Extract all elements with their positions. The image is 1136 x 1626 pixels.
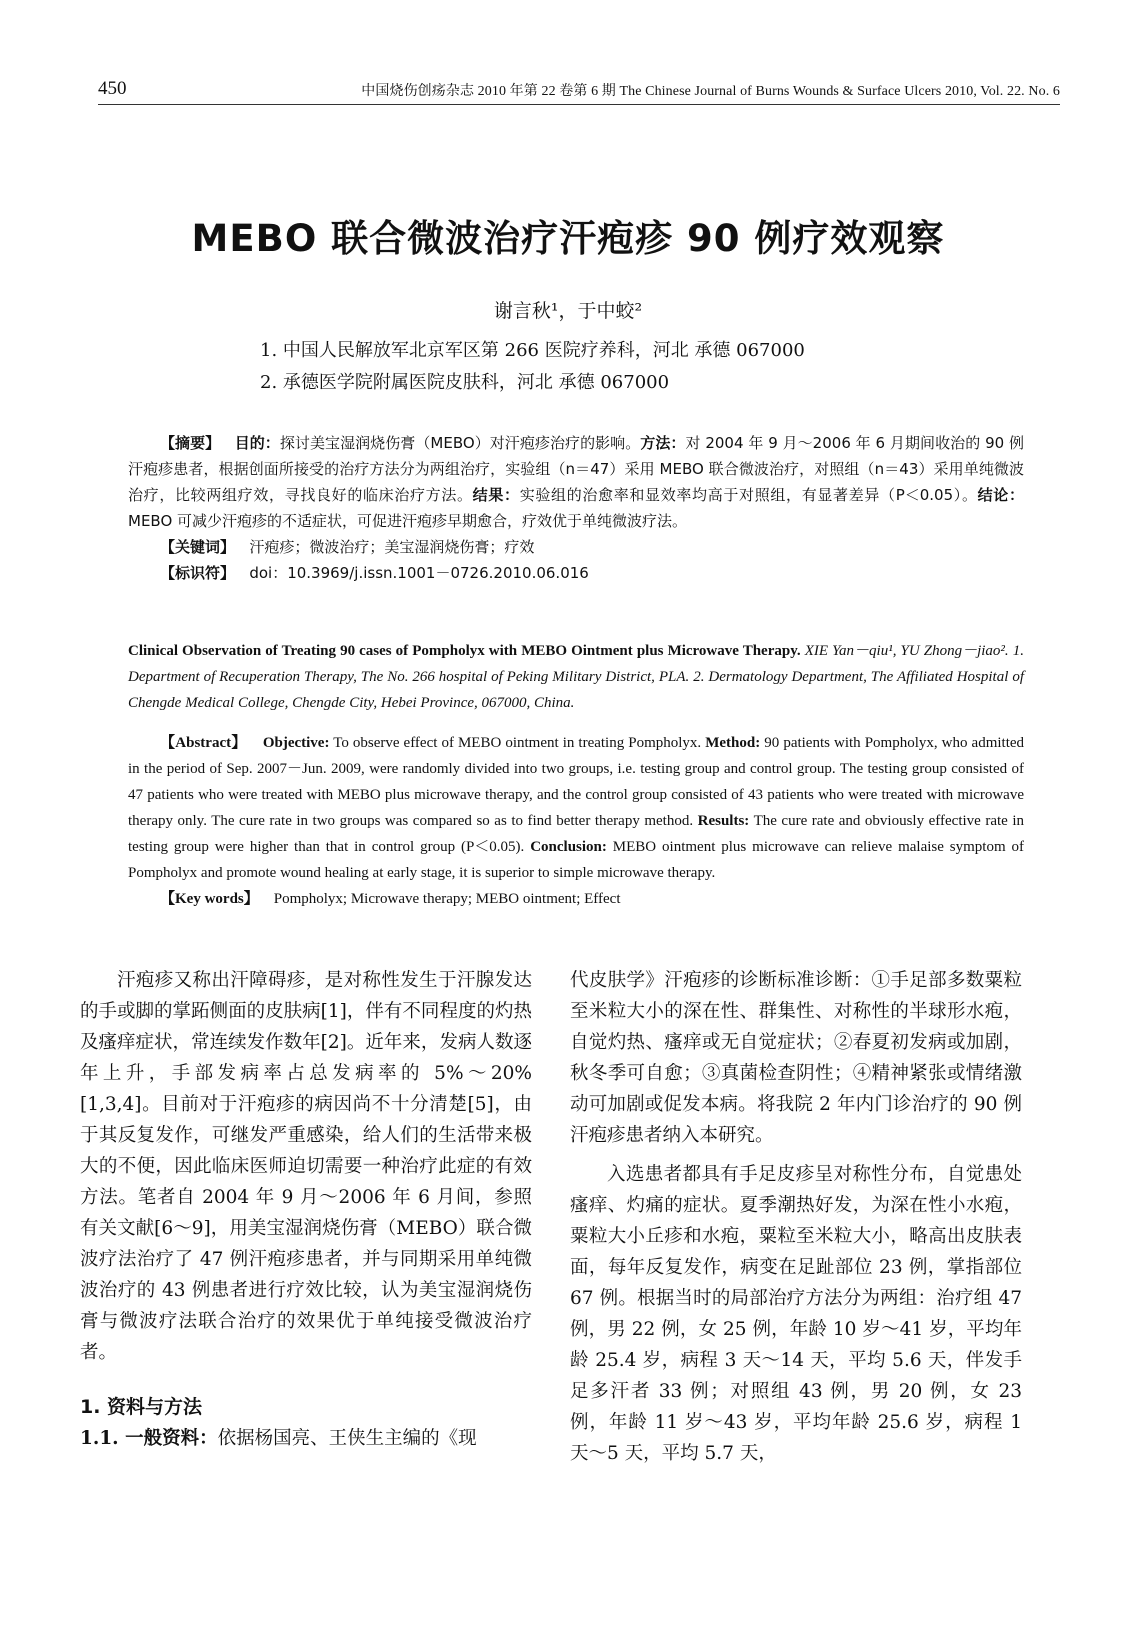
cn-objective: 探讨美宝湿润烧伤膏（MEBO）对汗疱疹治疗的影响。 xyxy=(279,434,641,452)
cn-keywords-line xyxy=(128,534,1024,560)
en-keywords-line xyxy=(128,886,1024,912)
affiliation-1: 1. 中国人民解放军北京军区第 266 医院疗养科，河北 承德 067000 xyxy=(260,340,805,361)
body-column-right xyxy=(570,965,1022,1469)
cn-doi: doi：10.3969/j.issn.1001－0726.2010.06.016 xyxy=(249,564,589,582)
section-heading-1: 1. 资料与方法 xyxy=(80,1396,203,1418)
page-header xyxy=(98,78,1060,105)
cn-conclusion: MEBO 可减少汗疱疹的不适症状，可促进汗疱疹早期愈合，疗效优于单纯微波疗法。 xyxy=(128,512,688,530)
cn-keywords: 汗疱疹；微波治疗；美宝湿润烧伤膏；疗效 xyxy=(249,538,535,556)
en-objective: To observe effect of MEBO ointment in treating Pompholyx. xyxy=(333,735,702,751)
intro-paragraph: 汗疱疹又称出汗障碍疹，是对称性发生于汗腺发达的手或脚的掌跖侧面的皮肤病[1]，伴有不同程度的灼热及瘙痒症状，常连续发作数年[2]。近年来，发病人数逐年上升，手部发病率占总发病率的 5%～20%[1,3,4]。目前对于汗疱疹的病因尚不十分清楚[5]，由于其反复发作，可继发严重感染，给人们的生活带来极大的不便，因此临床医师迫切需要一种治疗此症的有效方法。笔者自 2004 年 9 月～2006 年 6 月间，参照有关文献[6～9]，用美宝湿润烧伤膏（MEBO）联合微波疗法治疗了 47 例汗疱疹患者，并与同期采用单纯微波治疗的 43 例患者进行疗效比较，认为美宝湿润烧伤膏与微波疗法联合治疗的效果优于单纯接受微波治疗者。 xyxy=(80,970,532,1363)
cn-results-label: 结果： xyxy=(472,486,520,504)
cn-abstract-body xyxy=(128,430,1024,534)
running-head: 中国烧伤创疡杂志 2010 年第 22 卷第 6 期 The Chinese Journal of Burns Wounds & Surface Ulcers 2010, Vol. 22. No. 6 xyxy=(361,84,1060,99)
cn-objective-label: 目的： xyxy=(234,434,280,452)
en-method-label: Method: xyxy=(705,735,761,751)
page-number: 450 xyxy=(98,78,127,99)
en-objective-label: Objective: xyxy=(262,735,330,751)
chinese-abstract xyxy=(128,430,1024,586)
affiliation-2: 2. 承德医学院附属医院皮肤科，河北 承德 067000 xyxy=(260,372,670,393)
en-method: 90 patients with Pompholyx, who admitted in the period of Sep. 2007－Jun. 2009, were randomly divided into two groups, i.e. testing group and control group. The testing group consisted of 47 patients who were treated with MEBO plus microwave therapy, and the control group consisted of 43 patients who were treated with microwave therapy only. The cure rate in two groups was compared so as to find better therapy method. xyxy=(128,735,1025,829)
cn-abstract-label: 【摘要】 xyxy=(160,434,221,452)
cn-conclusion-label: 结论： xyxy=(977,486,1024,504)
en-abstract-label: 【Abstract】 xyxy=(160,735,247,751)
diagnosis-paragraph: 代皮肤学》汗疱疹的诊断标准诊断：①手足部多数粟粒至米粒大小的深在性、群集性、对称性的半球形水疱，自觉灼热、瘙痒或无自觉症状；②春夏初发病或加剧，秋冬季可自愈；③真菌检查阴性；④精神紧张或情绪激动可加剧或促发本病。将我院 2 年内门诊治疗的 90 例汗疱疹患者纳入本研究。 xyxy=(570,970,1022,1146)
en-results-label: Results: xyxy=(697,813,750,829)
cn-method-label: 方法： xyxy=(640,434,686,452)
en-abstract-body xyxy=(128,730,1024,886)
cn-doi-line xyxy=(128,560,1024,586)
authors: 谢言秋¹，于中蛟² xyxy=(493,300,643,322)
cn-keywords-label: 【关键词】 xyxy=(160,538,236,556)
subsection-1-1-label: 1.1. 一般资料： xyxy=(80,1428,218,1449)
en-keywords-label: 【Key words】 xyxy=(160,891,259,907)
en-authors-aff: XIE Yan－qiu¹, YU Zhong－jiao². 1. Department of Recuperation Therapy, The No. 266 hospital of Peking Military District, PLA. 2. Dermatology Department, The Affiliated Hospital of Chengde Medical College, Chengde City, Hebei Province, 067000, China. xyxy=(128,643,1024,711)
subsection-1-1 xyxy=(80,1423,532,1454)
subsection-1-1-text: 依据杨国亮、王侠生主编的《现 xyxy=(217,1428,477,1449)
cn-results: 实验组的治愈率和显效率均高于对照组，有显著差异（P＜0.05）。 xyxy=(519,486,978,504)
body-column-left xyxy=(80,965,532,1454)
english-abstract xyxy=(128,730,1024,912)
cn-method: 对 2004 年 9 月～2006 年 6 月期间收治的 90 例汗疱疹患者，根据创面所接受的治疗方法分为两组治疗，实验组（n＝47）采用 MEBO 联合微波治疗，对照组（n＝43）采用单纯微波治疗，比较两组疗效，寻找良好的临床治疗方法。 xyxy=(128,434,1024,504)
en-title: Clinical Observation of Treating 90 cases of Pompholyx with MEBO Ointment plus Microwave Therapy. xyxy=(128,643,801,659)
patients-paragraph: 入选患者都具有手足皮疹呈对称性分布，自觉患处瘙痒、灼痛的症状。夏季潮热好发，为深在性小水疱，粟粒大小丘疹和水疱，粟粒至米粒大小，略高出皮肤表面，每年反复发作，病变在足趾部位 23 例，掌指部位 67 例。根据当时的局部治疗方法分为两组：治疗组 47 例，男 22 例，女 25 例，年龄 10 岁～41 岁，平均年龄 25.4 岁，病程 3 天～14 天，平均 5.6 天，伴发手足多汗者 33 例；对照组 43 例，男 20 例，女 23 例，年龄 11 岁～43 岁，平均年龄 25.6 岁，病程 1 天～5 天，平均 5.7 天， xyxy=(570,1164,1022,1464)
en-conclusion-label: Conclusion: xyxy=(530,839,607,855)
en-results: The cure rate and obviously effective rate in testing group were higher than that in control group (P＜0.05). xyxy=(128,813,1025,855)
en-title-para xyxy=(128,638,1024,716)
en-conclusion: MEBO ointment plus microwave can relieve malaise symptom of Pompholyx and promote wound healing at early stage, it is superior to simple microwave therapy. xyxy=(128,839,1025,881)
article-title: MEBO 联合微波治疗汗疱疹 90 例疗效观察 xyxy=(191,217,945,260)
en-keywords: Pompholyx; Microwave therapy; MEBO ointment; Effect xyxy=(273,891,621,907)
english-title-block xyxy=(128,638,1024,716)
cn-id-label: 【标识符】 xyxy=(160,564,236,582)
